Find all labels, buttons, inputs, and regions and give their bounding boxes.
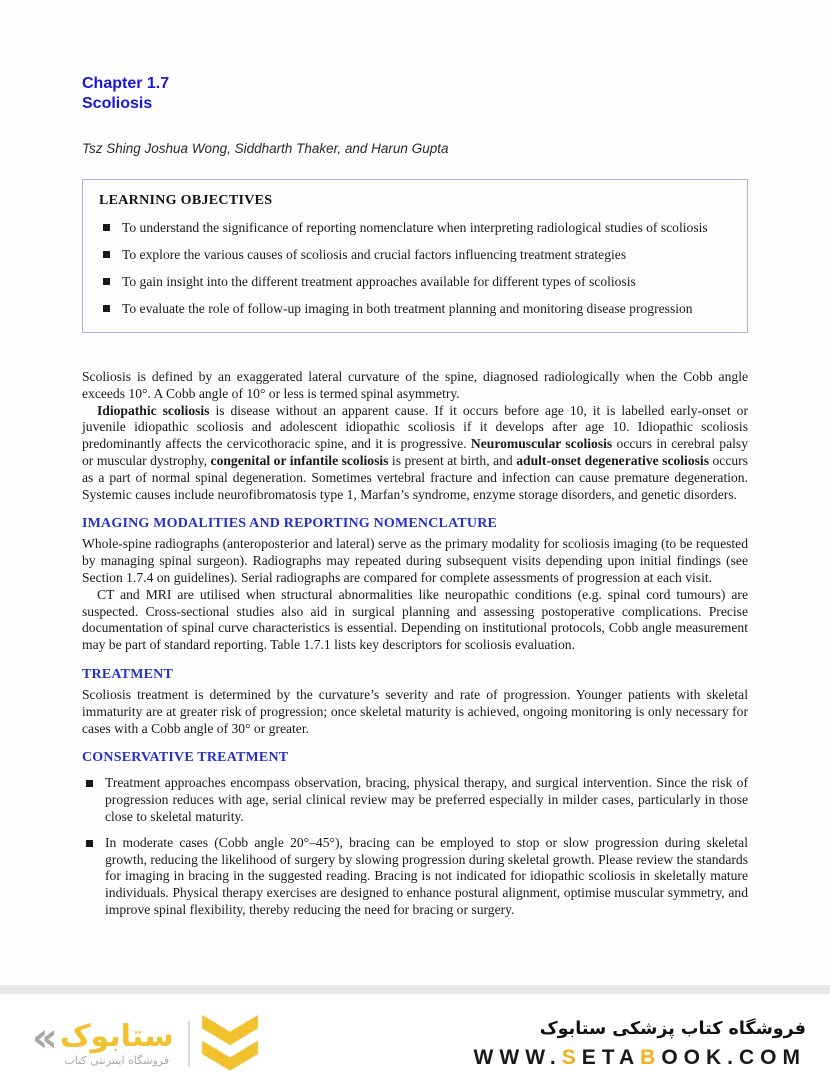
imaging-paragraph-2: CT and MRI are utilised when structural abnormalities like neuropathic conditions (e.g. spinal cord tumours) are suspected. Cross-sectional studies also aid in surgical planning and assessing postoperative complications. Precise documentation of spinal curve characteristics is essential. Depending on institutional protocols, Cobb angle measurement may be part of standard reporting. Table 1.7.1 lists key descriptors for scoliosis evaluation. <box>82 586 748 653</box>
learning-objective-item <box>99 246 731 263</box>
url-segment: ETA <box>581 1045 641 1069</box>
double-chevron-icon <box>202 1015 258 1073</box>
url-segment: OOK.COM <box>661 1045 806 1069</box>
learning-objective-item <box>99 300 731 317</box>
site-url <box>474 1046 806 1070</box>
logo-divider <box>188 1021 190 1067</box>
square-bullet-icon <box>103 278 110 285</box>
paragraph-text: is present at birth, and <box>388 452 517 468</box>
learning-objective-text: To explore the various causes of scoliosis and crucial factors influencing treatment strategies <box>122 247 627 262</box>
treatment-paragraph: Scoliosis treatment is determined by the curvature’s severity and rate of progression. Younger patients with skeletal immaturity are at greater risk of progression; once skeletal maturity is achieved, ongoing monitoring is only necessary for cases with a Cobb angle of 30° or greater. <box>82 686 748 736</box>
square-bullet-icon <box>103 251 110 258</box>
section-heading-conservative-treatment: CONSERVATIVE TREATMENT <box>82 750 289 766</box>
paragraph-text: occurs as a part of normal spinal degeneration. Sometimes vertebral fracture and infection can cause premature degeneration. Systemic causes include neurofibromatosis type 1, Marfan’s syndrome, enzyme storage disorders, and genetic disorders. <box>82 452 748 502</box>
learning-objective-item <box>99 219 731 236</box>
learning-objective-text: To evaluate the role of follow-up imaging in both treatment planning and monitoring disease progression <box>122 301 693 316</box>
intro-paragraph-2 <box>82 403 748 504</box>
authors-line: Tsz Shing Joshua Wong, Siddharth Thaker, and Harun Gupta <box>82 141 449 156</box>
page-scan-edge <box>0 985 830 994</box>
conservative-bullet-item <box>82 775 748 825</box>
square-bullet-icon <box>103 224 110 231</box>
footer-right-block <box>474 1019 806 1070</box>
conservative-bullet-item <box>82 835 748 919</box>
url-segment: WWW. <box>473 1045 562 1069</box>
bold-term-idiopathic-scoliosis: Idiopathic scoliosis <box>97 402 210 418</box>
learning-objective-text: To understand the significance of reporting nomenclature when interpreting radiological studies of scoliosis <box>122 220 708 235</box>
logo-caption-farsi: فروشگاه اینترنتی کتاب <box>64 1054 170 1067</box>
square-bullet-icon <box>103 305 110 312</box>
learning-objectives-title: LEARNING OBJECTIVES <box>99 193 273 208</box>
bold-term-degenerative-scoliosis: adult-onset degenerative scoliosis <box>516 452 709 468</box>
url-segment-accent: S <box>561 1045 582 1069</box>
section-heading-treatment: TREATMENT <box>82 666 173 682</box>
conservative-bullet-text: In moderate cases (Cobb angle 20°–45°), bracing can be employed to stop or slow progression during skeletal growth, reducing the likelihood of surgery by slowing progression during skeletal growth. Please review the standards for imaging in bracing in the suggested reading. Bracing is not indicated for idiopathic scoliosis in skeletally mature individuals. Physical therapy exercises are designed to enhance postural alignment, optimise muscular symmetry, and improve spinal flexibility, thereby reducing the need for bracing or surgery. <box>105 834 748 917</box>
learning-objective-text: To gain insight into the different treatment approaches available for different types of scoliosis <box>122 274 636 289</box>
paragraph-text: occurs in cerebral palsy or muscular dystrophy, <box>82 436 748 468</box>
chapter-number: Chapter 1.7 <box>82 75 170 92</box>
page-content <box>82 74 748 919</box>
learning-objective-item <box>99 273 731 290</box>
chapter-header <box>82 74 748 114</box>
bookstore-footer <box>0 1008 830 1080</box>
learning-objectives-box <box>82 179 748 333</box>
guillemet-icon: « <box>32 1015 58 1061</box>
bold-term-congenital-scoliosis: congenital or infantile scoliosis <box>210 452 389 468</box>
store-title-farsi: فروشگاه کتاب پزشکی ستابوک <box>539 1018 806 1039</box>
intro-paragraph-1: Scoliosis is defined by an exaggerated lateral curvature of the spine, diagnosed radiologically when the Cobb angle exceeds 10°. A Cobb angle of 10° or less is termed spinal asymmetry. <box>82 369 748 401</box>
bold-term-neuromuscular-scoliosis: Neuromuscular scoliosis <box>470 436 613 452</box>
square-bullet-icon <box>86 840 93 847</box>
conservative-bullet-text: Treatment approaches encompass observation, bracing, physical therapy, and surgical intervention. Since the risk of progression reduces with age, serial clinical review may be preferred especially in milder cases, particularly in those close to skeletal maturity. <box>105 775 748 824</box>
paragraph-text: is disease without an apparent cause. If it occurs before age 10, it is labelled early-onset or juvenile idiopathic scoliosis and adolescent idiopathic scoliosis if it develops after age 10. Idiopathic scoliosis predominantly affects the cervicothoracic spine, and it is progressive. <box>82 402 749 452</box>
imaging-paragraph-1: Whole-spine radiographs (anteroposterior and lateral) serve as the primary modality for scoliosis imaging (to be requested by managing spinal surgeon). Radiographs may repeated during subsequent visits depending upon initial findings (see Section 1.7.4 on guidelines). Serial radiographs are compared for complete assessments of progression at each visit. <box>82 536 748 585</box>
section-heading-imaging: IMAGING MODALITIES AND REPORTING NOMENCLATURE <box>82 516 498 532</box>
chapter-title: Scoliosis <box>82 95 153 112</box>
square-bullet-icon <box>86 780 93 787</box>
url-segment-accent: B <box>640 1045 662 1069</box>
logo-wordmark-block <box>60 1021 174 1067</box>
logo-wordmark-farsi: ستابوک <box>59 1019 174 1054</box>
setabook-logo <box>32 1015 258 1073</box>
